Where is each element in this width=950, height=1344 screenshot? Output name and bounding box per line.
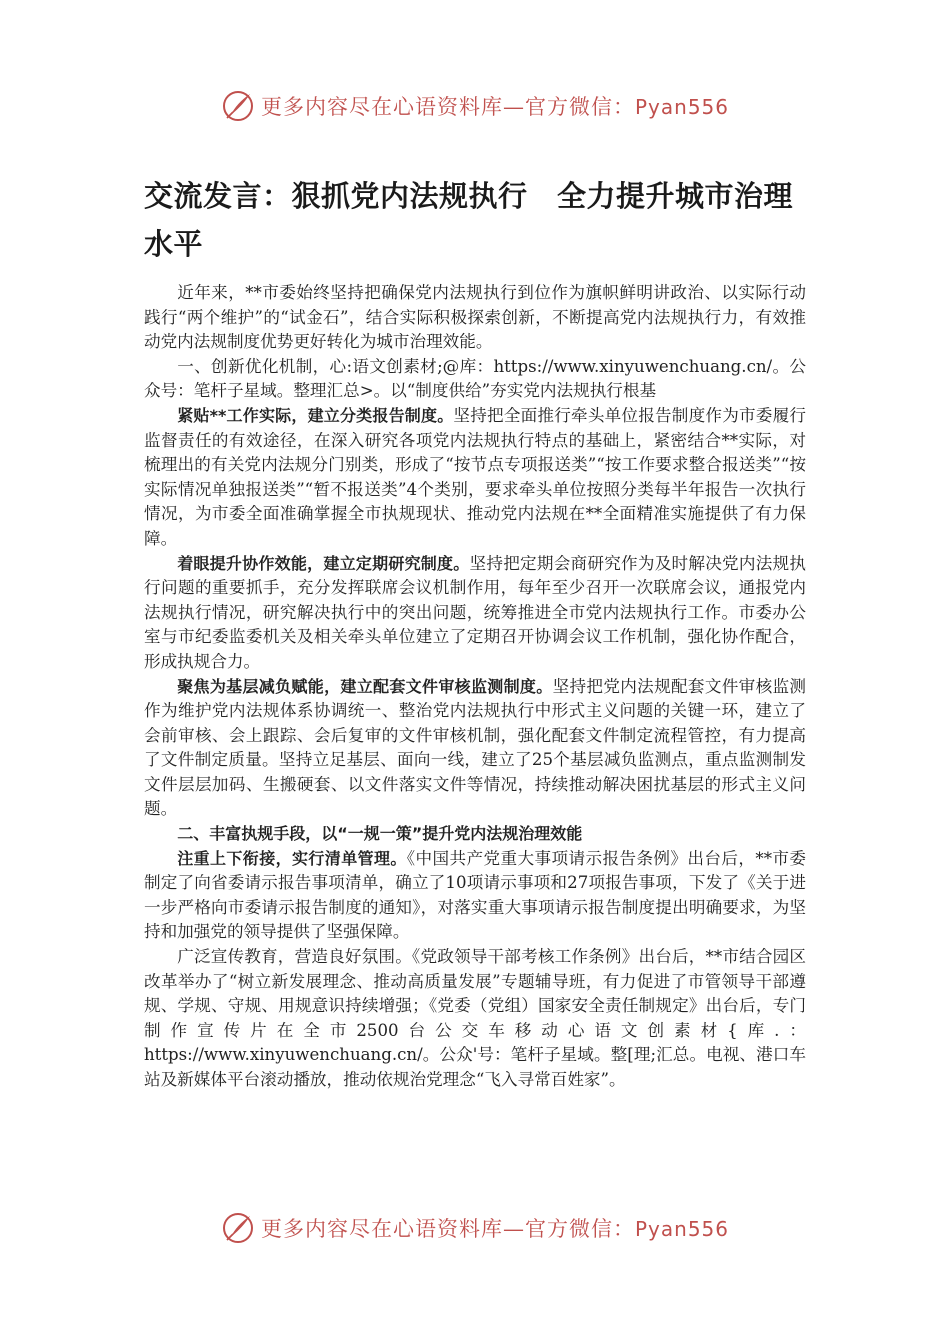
paragraph: 注重上下衔接，实行清单管理。《中国共产党重大事项请示报告条例》出台后，**市委制定了向省委请示报告事项清单，确立了10项请示事项和27项报告事项，下发了《关于进一步严格向市委请示报告制度的通知》，对落实重大事项请示报告制度提出明确要求，为坚持和加强党的领导提供了坚强保障。 [144, 848, 806, 942]
quill-logo-icon [221, 89, 255, 123]
page-title: 交流发言：狠抓党内法规执行 全力提升城市治理水平 [144, 179, 794, 261]
section-heading: 二、丰富执规手段，以“一规一策”提升党内法规治理效能 [177, 824, 583, 844]
paragraph: 广泛宣传教育，营造良好氛围。《党政领导干部考核工作条例》出台后，**市结合园区改革举办了“树立新发展理念、推动高质量发展”专题辅导班，有力促进了市管领导干部遵规、学规、守规、用规意识持续增强；《党委（党组）国家安全责任制规定》出台后，专门制作宣传片在全市2500台公交车移动心语文创素材{库.：https://www.xinyuwenchuang.cn/。公众'号：笔杆子星域。整[理;汇总。电视、港口车站及新媒体平台滚动播放，推动依规治党理念“飞入寻常百姓家”。 [144, 947, 806, 1089]
watermark-text: 更多内容尽在心语资料库—官方微信：Pyan556 [260, 1217, 729, 1241]
paragraph: 近年来，**市委始终坚持把确保党内法规执行到位作为旗帜鲜明讲政治、以实际行动践行“两个维护”的“试金石”，结合实际积极探索创新，不断提高党内法规执行力，有效推动党内法规制度优势更好转化为城市治理效能。 [144, 283, 806, 352]
paragraph: 紧贴**工作实际，建立分类报告制度。坚持把全面推行牵头单位报告制度作为市委履行监督责任的有效途径，在深入研究各项党内法规执行特点的基础上，紧密结合**实际，对梳理出的有关党内法规分门别类，形成了“按节点专项报送类”“按工作要求整合报送类”“按实际情况单独报送类”“暂不报送类”4个类别，要求牵头单位按照分类每半年报告一次执行情况，为市委全面准确掌握全市执规现状、推动党内法规在**全面精准实施提供了有力保障。 [144, 405, 806, 548]
watermark-banner-top [0, 86, 950, 126]
paragraph: 聚焦为基层减负赋能，建立配套文件审核监测制度。坚持把党内法规配套文件审核监测作为维护党内法规体系协调统一、整治党内法规执行中形式主义问题的关键一环，建立了会前审核、会上跟踪、会后复审的文件审核机制，强化配套文件制定流程管控，有力提高了文件制定质量。坚持立足基层、面向一线，建立了25个基层减负监测点，重点监测制发文件层层加码、生搬硬套、以文件落实文件等情况，持续推动解决困扰基层的形式主义问题。 [144, 676, 806, 819]
document-body [144, 281, 806, 1093]
watermark-text: 更多内容尽在心语资料库—官方微信：Pyan556 [260, 95, 729, 119]
section-heading: 一、创新优化机制，心:语文创素材;@库：https://www.xinyuwenchuang.cn/。公众号：笔杆子星域。整理汇总>。以“制度供给”夯实党内法规执行根基 [144, 356, 806, 401]
paragraph: 着眼提升协作效能，建立定期研究制度。坚持把定期会商研究作为及时解决党内法规执行问题的重要抓手，充分发挥联席会议机制作用，每年至少召开一次联席会议，通报党内法规执行情况，研究解决执行中的突出问题，统筹推进全市党内法规执行工作。市委办公室与市纪委监委机关及相关牵头单位建立了定期召开协调会议工作机制，强化协作配合，形成执规合力。 [144, 553, 806, 671]
quill-logo-icon [221, 1211, 255, 1245]
watermark-banner-bottom [0, 1208, 950, 1248]
